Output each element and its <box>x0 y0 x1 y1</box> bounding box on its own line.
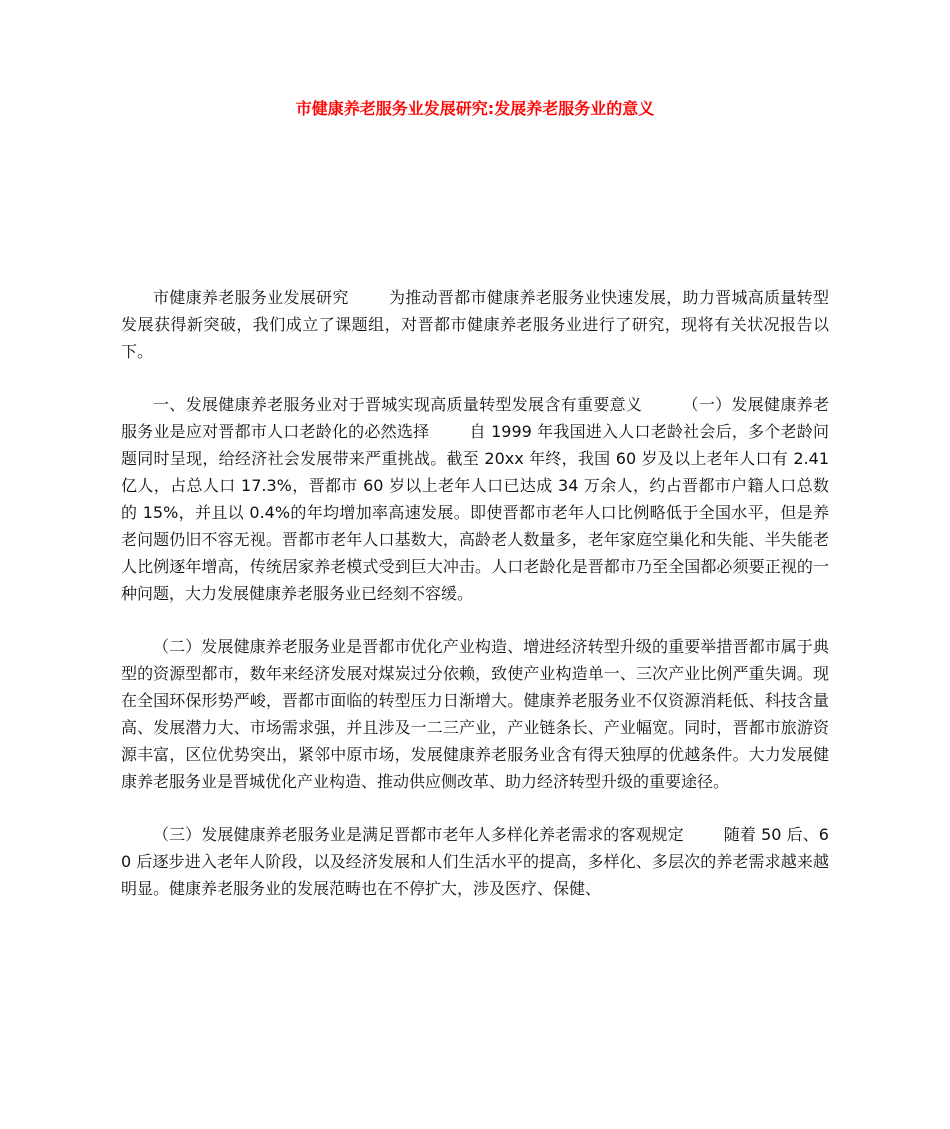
paragraph-subsection-three <box>121 821 829 902</box>
paragraph-intro-text: 为推动晋都市健康养老服务业快速发展，助力晋城高质量转型发展获得新突破，我们成立了课题组，对晋都市健康养老服务业进行了研究，现将有关状况报告以下。 <box>121 288 829 361</box>
subsection-two-text: 晋都市属于典型的资源型都市，数年来经济发展对煤炭过分依赖，致使产业构造单一、三次产业比例严重失调。现在全国环保形势严峻，晋都市面临的转型压力日渐增大。健康养老服务业不仅资源消耗低、科技含量高、发展潜力大、市场需求强，并且涉及一二三产业，产业链条长、产业幅宽。同时，晋都市旅游资源丰富，区位优势突出，紧邻中原市场，发展健康养老服务业含有得天独厚的优越条件。大力发展健康养老服务业是晋城优化产业构造、推动供应侧改革、助力经济转型升级的重要途径。 <box>121 637 829 791</box>
subsection-two-heading: （二）发展健康养老服务业是晋都市优化产业构造、增进经济转型升级的重要举措 <box>153 637 733 656</box>
paragraph-intro-heading: 市健康养老服务业发展研究 <box>153 288 349 307</box>
paragraph-section-one <box>121 391 829 607</box>
subsection-one-text: 自 1999 年我国进入人口老龄社会后，多个老龄问题同时呈现，给经济社会发展带来严重挑战。截至 20xx 年终，我国 60 岁及以上老年人口有 2.41 亿人，占总人口 17.3%，晋都市 60 岁以上老年人口已达成 34 万余人，约占晋都市户籍人口总数的 15%，并且以 0.4%的年均增加率高速发展。即使晋都市老年人口比例略低于全国水平，但是养老问题仍旧不容无视。晋都市老年人口基数大，高龄老人数量多，老年家庭空巢化和失能、半失能老人比例逐年增高，传统居家养老模式受到巨大冲击。人口老龄化是晋都市乃至全国都必须要正视的一种问题，大力发展健康养老服务业已经刻不容缓。 <box>121 422 829 603</box>
document-body <box>121 284 829 928</box>
subsection-one-heading: （一）发展健康养老服务业是应对晋都市人口老龄化的必然选择 <box>121 395 829 441</box>
document-title: 市健康养老服务业发展研究:发展养老服务业的意义 <box>295 99 655 118</box>
section-one-heading: 一、发展健康养老服务业对于晋城实现高质量转型发展含有重要意义 <box>153 395 643 414</box>
paragraph-subsection-two <box>121 633 829 795</box>
paragraph-intro <box>121 284 829 365</box>
subsection-three-heading: （三）发展健康养老服务业是满足晋都市老年人多样化养老需求的客观规定 <box>153 825 684 844</box>
subsection-three-text: 随着 50 后、60 后逐步进入老年人阶段，以及经济发展和人们生活水平的提高，多样化、多层次的养老需求越来越明显。健康养老服务业的发展范畴也在不停扩大，涉及医疗、保健、 <box>121 825 829 898</box>
